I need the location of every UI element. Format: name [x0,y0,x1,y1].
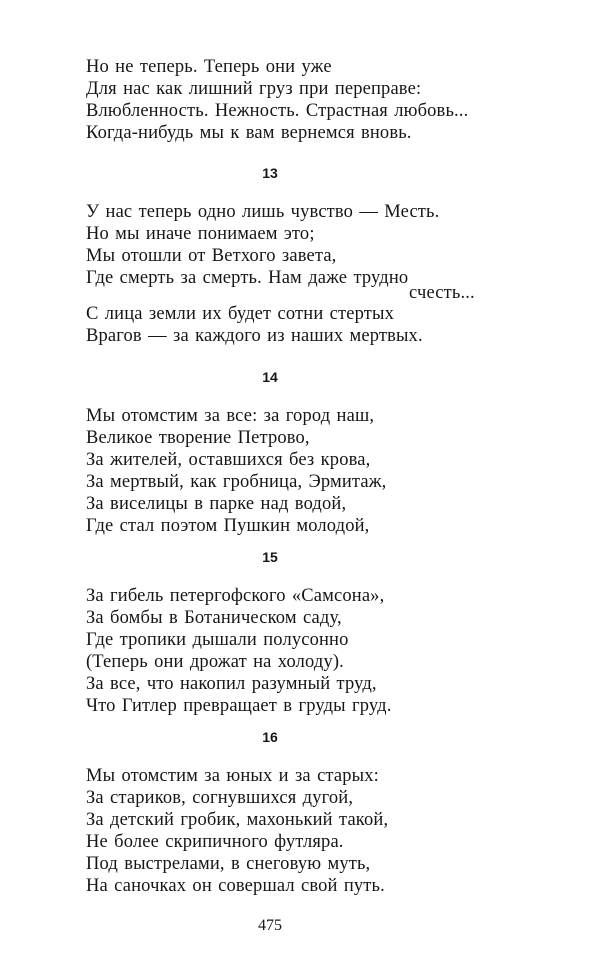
poem-line: (Теперь они дрожат на холоду). [86,652,344,672]
poem-line: Но мы иначе понимаем это; [86,224,315,244]
poem-line: Но не теперь. Теперь они уже [86,57,332,77]
poem-line: Что Гитлер превращает в груды груд. [86,696,392,716]
poem-line: Где тропики дышали полусонно [86,630,349,650]
poem-line: Влюбленность. Нежность. Страстная любовь... [86,101,469,121]
poem-line: За детский гробик, махонький такой, [86,810,389,830]
poem-line-continuation: счесть... [409,283,475,303]
poem-line: На саночках он совершал свой путь. [86,876,385,896]
poem-line: За виселицы в парке над водой, [86,494,347,514]
poem-line: У нас теперь одно лишь чувство — Месть. [86,202,440,222]
poem-line: Не более скрипичного футляра. [86,832,344,852]
stanza-number: 15 [262,549,278,565]
poem-line: Для нас как лишний груз при переправе: [86,79,422,99]
poem-line: Врагов — за каждого из наших мертвых. [86,326,423,346]
poem-line: С лица земли их будет сотни стертых [86,304,394,324]
poem-line: За гибель петергофского «Самсона», [86,586,385,606]
poem-line: Мы отомстим за все: за город наш, [86,406,375,426]
poem-line: За мертвый, как гробница, Эрмитаж, [86,472,387,492]
stanza-number: 13 [262,165,278,181]
stanza-number: 16 [262,729,278,745]
poem-line: За стариков, согнувшихся дугой, [86,788,354,808]
poem-line: Под выстрелами, в снеговую муть, [86,854,371,874]
poem-line: Великое творение Петрово, [86,428,310,448]
poem-line: За бомбы в Ботаническом саду, [86,608,342,628]
poem-line: Мы отомстим за юных и за старых: [86,766,379,786]
poem-line: Мы отошли от Ветхого завета, [86,246,337,266]
poem-line: Где стал поэтом Пушкин молодой, [86,516,370,536]
poem-line: Когда-нибудь мы к вам вернемся вновь. [86,123,412,143]
poem-line: За все, что накопил разумный труд, [86,674,377,694]
stanza-number: 14 [262,369,278,385]
poem-line: За жителей, оставшихся без крова, [86,450,371,470]
poem-line: Где смерть за смерть. Нам даже трудно [86,268,409,288]
page-number: 475 [258,917,282,934]
